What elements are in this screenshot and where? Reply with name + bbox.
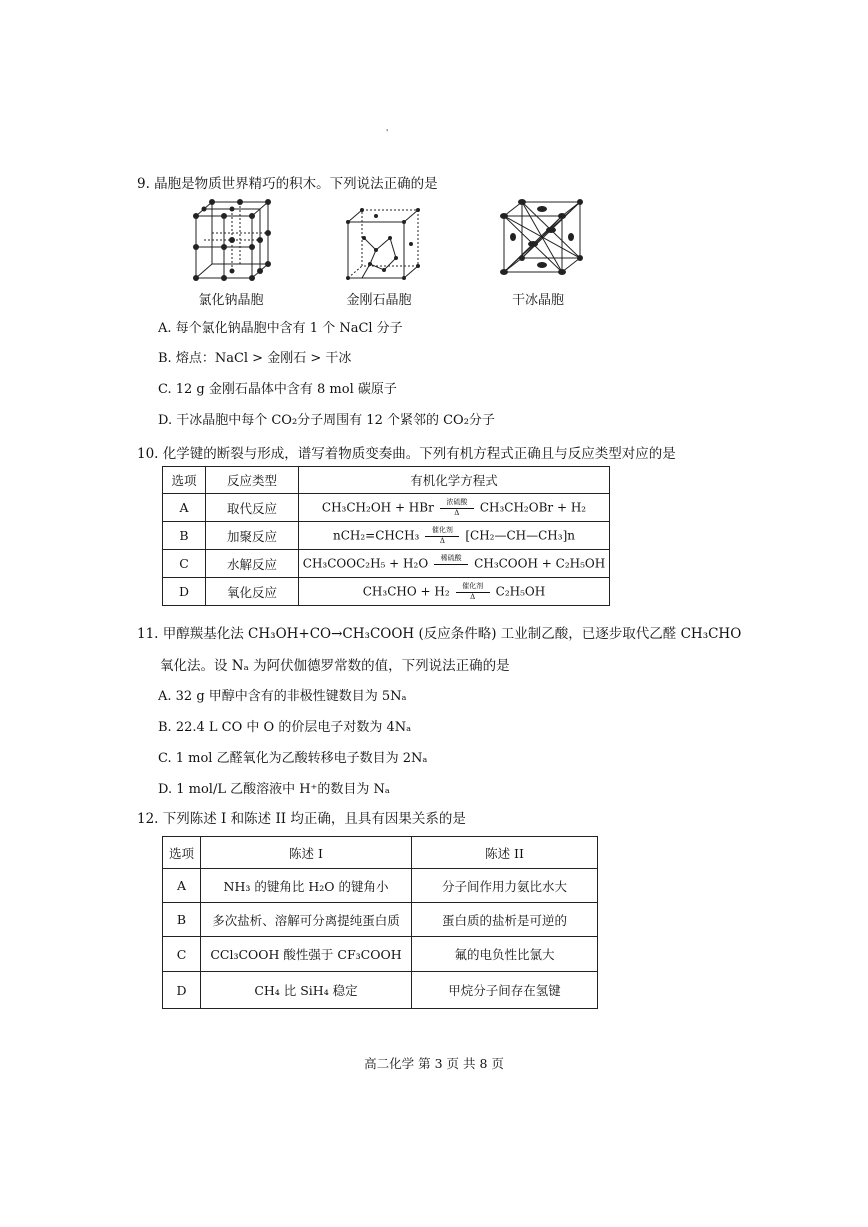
q9-option-a: A. 每个氯化钠晶胞中含有 1 个 NaCl 分子 bbox=[158, 321, 403, 336]
nacl-crystal-diagram bbox=[192, 198, 272, 284]
option-cell: C bbox=[163, 550, 206, 578]
page-footer: 高二化学 第 3 页 共 8 页 bbox=[364, 1056, 504, 1071]
statement-1-cell: NH₃ 的键角比 H₂O 的键角小 bbox=[201, 869, 412, 903]
nacl-caption: 氯化钠晶胞 bbox=[198, 293, 264, 308]
equation-left: CH₃COOC₂H₅ + H₂O bbox=[302, 556, 429, 570]
option-cell: B bbox=[163, 903, 201, 937]
statement-2-cell: 甲烷分子间存在氢键 bbox=[412, 972, 598, 1009]
statement-1-cell: CCl₃COOH 酸性强于 CF₃COOH bbox=[201, 937, 412, 972]
option-cell: B bbox=[163, 522, 206, 550]
q9-option-c: C. 12 g 金刚石晶体中含有 8 mol 碳原子 bbox=[158, 382, 397, 397]
equation-cell bbox=[299, 550, 610, 578]
header-cell: 陈述 I bbox=[201, 837, 412, 869]
table-row bbox=[163, 972, 598, 1009]
statement-2-cell: 氟的电负性比氯大 bbox=[412, 937, 598, 972]
reaction-type-cell: 氧化反应 bbox=[206, 578, 299, 606]
q12-stem: 12. 下列陈述 I 和陈述 II 均正确，且具有因果关系的是 bbox=[137, 811, 466, 827]
table-header-row bbox=[163, 837, 598, 869]
condition-top: 催化剂 bbox=[431, 525, 453, 534]
table-header-row bbox=[163, 467, 610, 494]
equation-left: CH₃CHO + H₂ bbox=[362, 584, 450, 598]
condition-top: 催化剂 bbox=[462, 581, 484, 590]
condition-top: 稀硫酸 bbox=[440, 553, 462, 562]
reaction-type-cell: 取代反应 bbox=[206, 494, 299, 522]
statement-1-cell: 多次盐析、溶解可分离提纯蛋白质 bbox=[201, 903, 412, 937]
equation-cell bbox=[299, 494, 610, 522]
option-cell: C bbox=[163, 937, 201, 972]
q9-option-d: D. 干冰晶胞中每个 CO₂分子周围有 12 个紧邻的 CO₂分子 bbox=[158, 413, 495, 428]
scan-mark: ' bbox=[386, 128, 389, 137]
header-cell: 有机化学方程式 bbox=[299, 467, 610, 494]
q9-stem: 9. 晶胞是物质世界精巧的积木。下列说法正确的是 bbox=[137, 176, 438, 192]
q11-stem-line2: 氧化法。设 Nₐ 为阿伏伽德罗常数的值，下列说法正确的是 bbox=[160, 658, 510, 674]
reaction-arrow bbox=[434, 553, 468, 572]
header-cell: 选项 bbox=[163, 467, 206, 494]
table-row bbox=[163, 937, 598, 972]
q11-option-d: D. 1 mol/L 乙酸溶液中 H⁺的数目为 Nₐ bbox=[158, 782, 390, 797]
q10-table bbox=[162, 466, 610, 606]
equation-right: C₂H₅OH bbox=[495, 584, 546, 598]
equation-left: CH₃CH₂OH + HBr bbox=[321, 500, 434, 514]
table-row bbox=[163, 869, 598, 903]
statement-2-cell: 分子间作用力氨比水大 bbox=[412, 869, 598, 903]
condition-bottom: Δ bbox=[439, 536, 445, 545]
table-row bbox=[163, 578, 610, 606]
reaction-arrow bbox=[456, 581, 490, 601]
dry-ice-crystal-diagram bbox=[500, 198, 584, 276]
header-cell: 陈述 II bbox=[412, 837, 598, 869]
q11-option-a: A. 32 g 甲醇中含有的非极性键数目为 5Nₐ bbox=[158, 689, 407, 704]
equation-cell bbox=[299, 522, 610, 550]
table-row bbox=[163, 494, 610, 522]
q9-option-b: B. 熔点：NaCl > 金刚石 > 干冰 bbox=[158, 351, 352, 366]
equation-cell bbox=[299, 578, 610, 606]
table-row bbox=[163, 550, 610, 578]
condition-bottom: Δ bbox=[470, 592, 476, 601]
reaction-arrow bbox=[440, 497, 474, 517]
header-cell: 选项 bbox=[163, 837, 201, 869]
q10-stem: 10. 化学键的断裂与形成，谱写着物质变奏曲。下列有机方程式正确且与反应类型对应的是 bbox=[137, 446, 676, 462]
condition-bottom: Δ bbox=[454, 508, 460, 517]
reaction-type-cell: 水解反应 bbox=[206, 550, 299, 578]
diamond-caption: 金刚石晶胞 bbox=[346, 293, 412, 308]
statement-1-cell: CH₄ 比 SiH₄ 稳定 bbox=[201, 972, 412, 1009]
dry-ice-caption: 干冰晶胞 bbox=[511, 293, 564, 308]
table-row bbox=[163, 903, 598, 937]
q11-option-c: C. 1 mol 乙醛氧化为乙酸转移电子数目为 2Nₐ bbox=[158, 751, 428, 766]
condition-top: 浓硫酸 bbox=[446, 497, 468, 506]
option-cell: A bbox=[163, 869, 201, 903]
option-cell: D bbox=[163, 578, 206, 606]
equation-right: CH₃COOH + C₂H₅OH bbox=[474, 556, 606, 570]
equation-left: nCH₂=CHCH₃ bbox=[333, 528, 420, 542]
option-cell: A bbox=[163, 494, 206, 522]
option-cell: D bbox=[163, 972, 201, 1009]
statement-2-cell: 蛋白质的盐析是可逆的 bbox=[412, 903, 598, 937]
equation-right: CH₃CH₂OBr + H₂ bbox=[479, 500, 587, 514]
q12-table bbox=[162, 836, 598, 1009]
table-row bbox=[163, 522, 610, 550]
reaction-arrow bbox=[425, 525, 459, 545]
header-cell: 反应类型 bbox=[206, 467, 299, 494]
reaction-type-cell: 加聚反应 bbox=[206, 522, 299, 550]
q11-stem-line1: 11. 甲醇羰基化法 CH₃OH+CO→CH₃COOH (反应条件略) 工业制乙酸，已逐步取代乙醛 CH₃CHO bbox=[137, 626, 742, 642]
equation-right: [CH₂—CH—CH₃]n bbox=[465, 528, 575, 542]
q11-option-b: B. 22.4 L CO 中 O 的价层电子对数为 4Nₐ bbox=[158, 720, 412, 735]
diamond-crystal-diagram bbox=[344, 208, 420, 282]
